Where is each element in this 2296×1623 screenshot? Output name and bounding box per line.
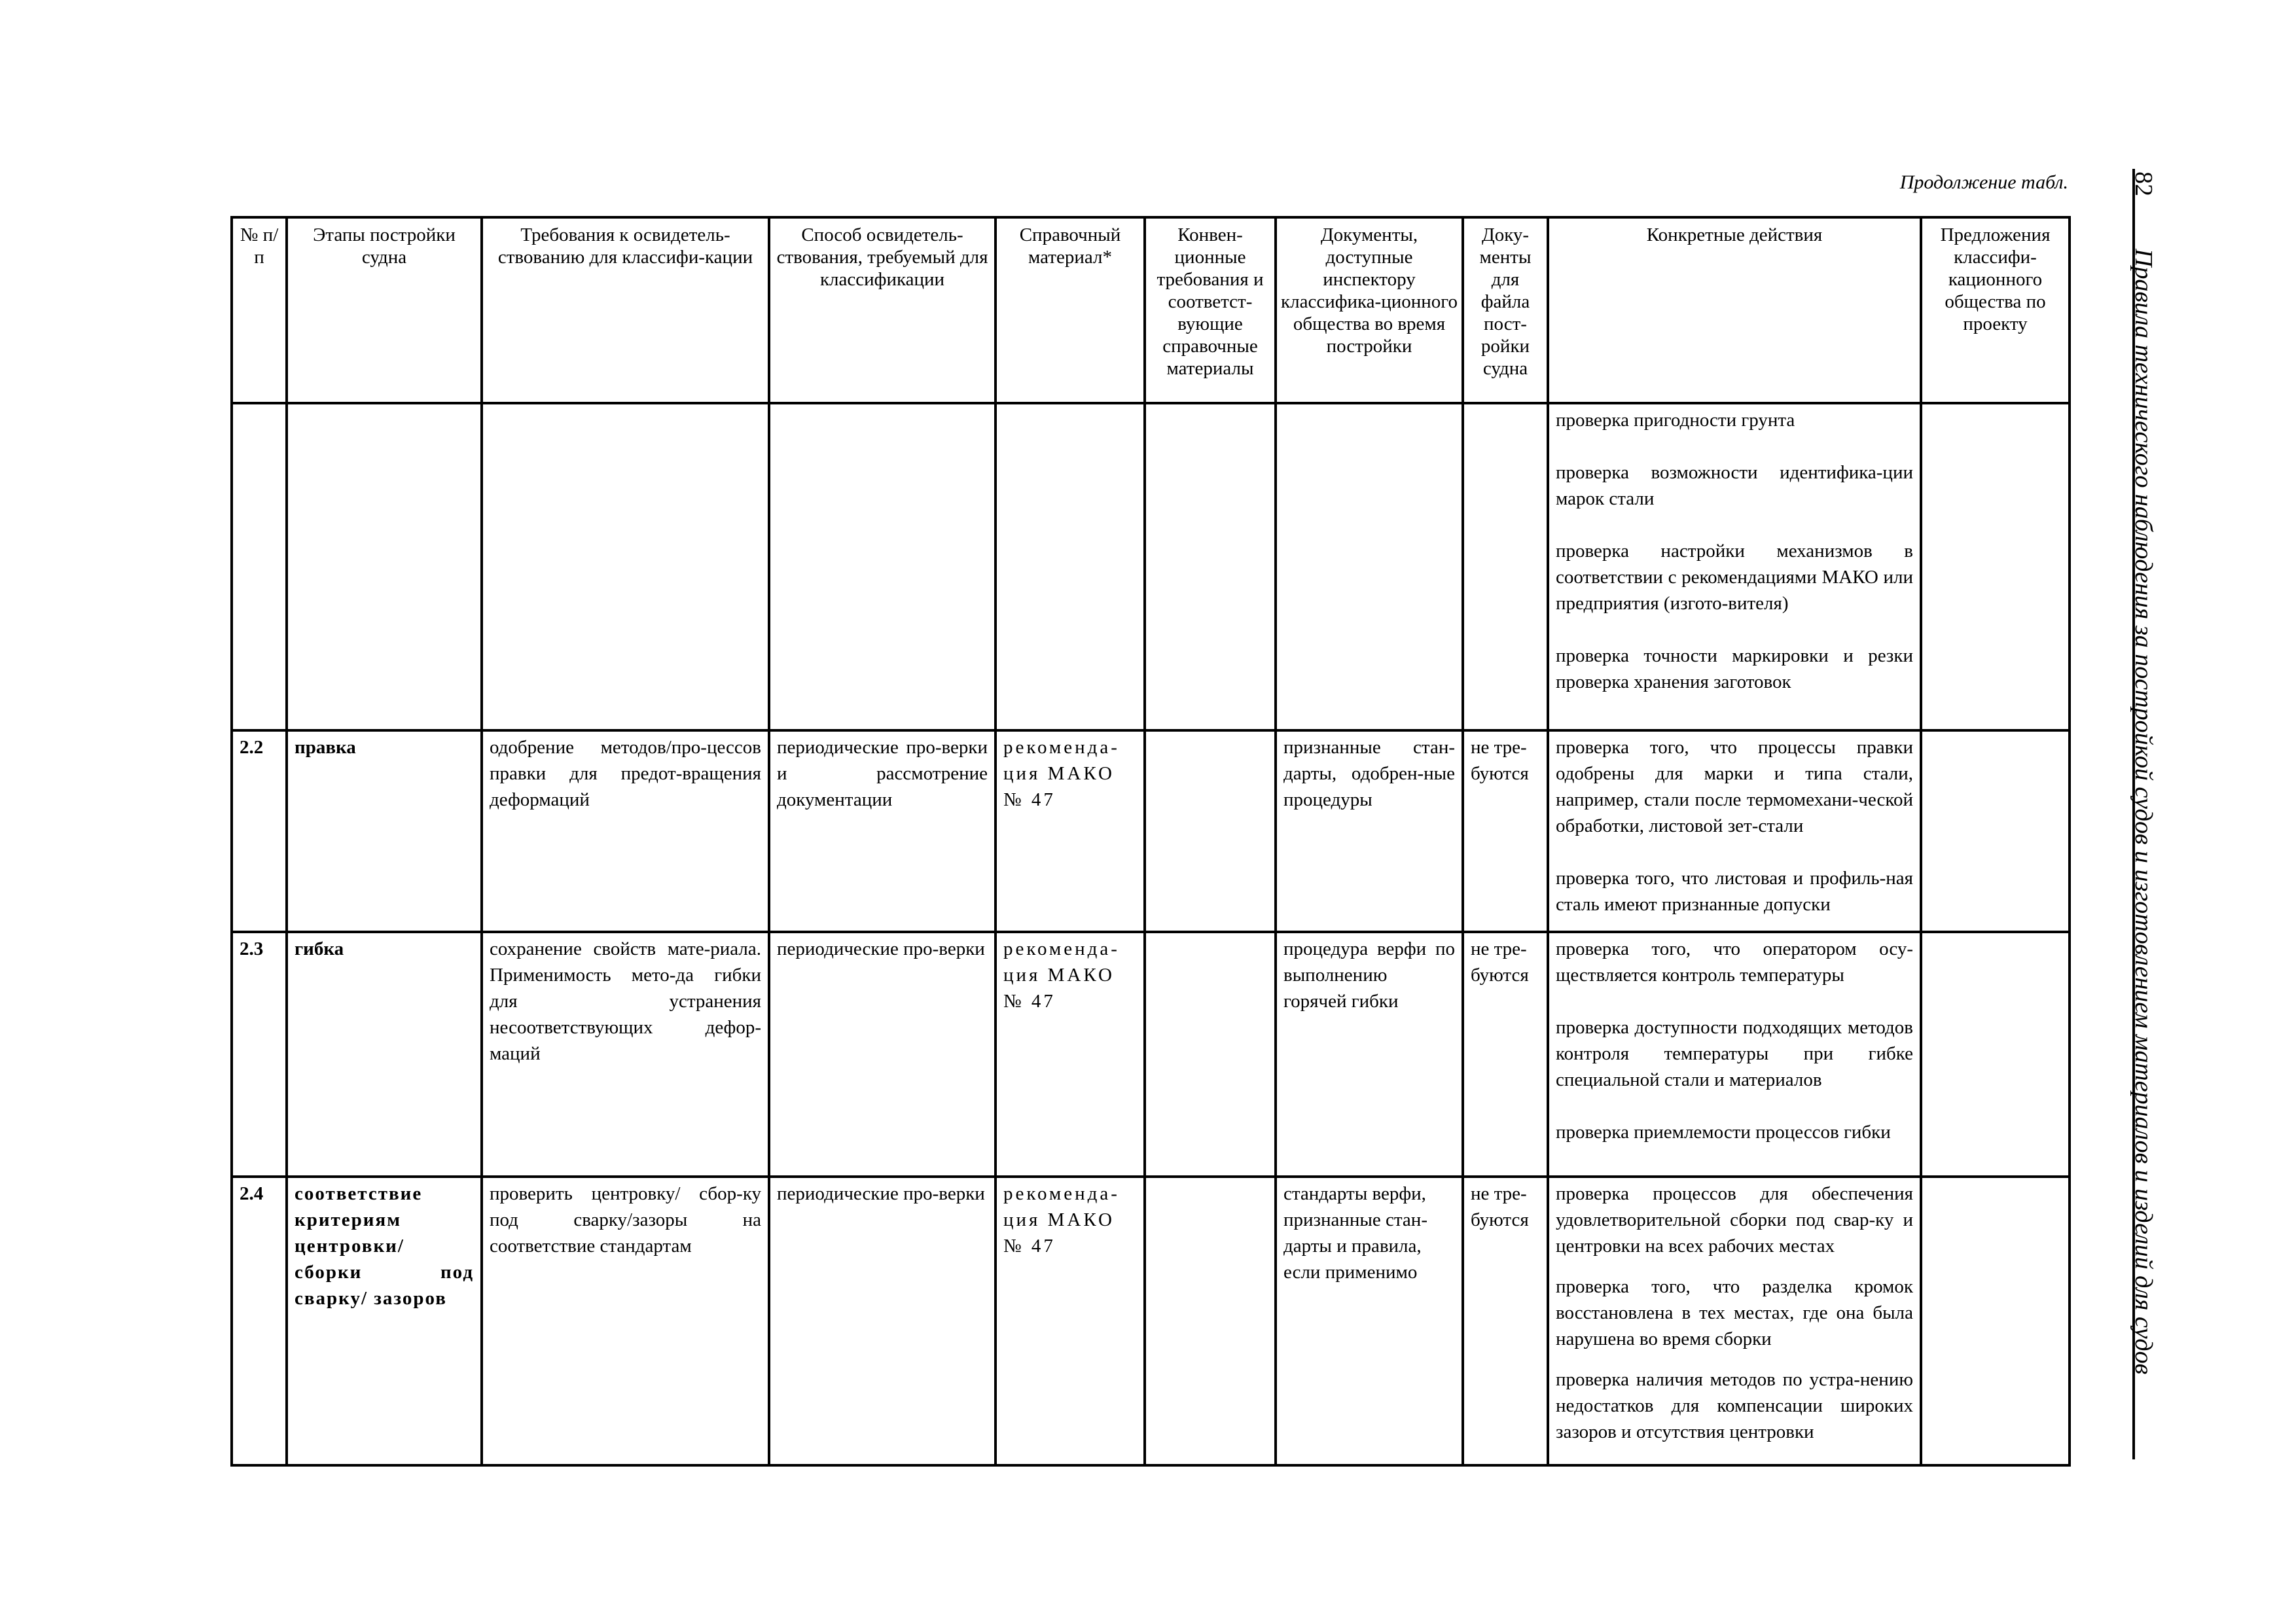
action-item: проверка пригодности грунта: [1556, 410, 1795, 431]
action-item: проверка точности маркировки и резки проверка хранения заготовок: [1556, 645, 1913, 692]
header-row: [232, 217, 2070, 403]
action-item: проверка того, что разделка кромок восстановлена в тех местах, где она была нарушена во время сборки: [1556, 1276, 1913, 1349]
cell-method: [769, 403, 996, 730]
cell-requirements: проверить центровку/ сбор-ку под сварку/зазоры на соответствие стандартам: [482, 1177, 769, 1465]
cell-documents: процедура верфи по выполнению горячей гибки: [1276, 932, 1463, 1177]
cell-actions: [1548, 932, 1921, 1177]
action-item: проверка того, что оператором осу-ществляется контроль температуры: [1556, 938, 1913, 986]
page-number: 82: [2130, 171, 2157, 196]
cell-documents: признанные стан-дарты, одобрен-ные процедуры: [1276, 730, 1463, 932]
cell-stage: [287, 403, 482, 730]
cell-convention: [1145, 932, 1276, 1177]
cell-actions: [1548, 1177, 1921, 1465]
cell-convention: [1145, 1177, 1276, 1465]
running-title: Правила технического наблюдения за постройкой судов и изготовлением материалов и изделий для судов: [2130, 249, 2157, 1375]
cell-actions: [1548, 403, 1921, 730]
col-header: Конкретные действия: [1548, 217, 1921, 403]
col-header: Предложения классифи-кационного общества по проекту: [1921, 217, 2070, 403]
col-header: Требования к освидетель-ствованию для классифи-кации: [482, 217, 769, 403]
table-row: [232, 730, 2070, 932]
col-header: Доку-менты для файла пост-ройки судна: [1463, 217, 1548, 403]
cell-num: 2.4: [232, 1177, 287, 1465]
cell-convention: [1145, 730, 1276, 932]
cell-stage: гибка: [287, 932, 482, 1177]
cell-convention: [1145, 403, 1276, 730]
table-row: [232, 932, 2070, 1177]
cell-proposals: [1921, 1177, 2070, 1465]
cell-num: 2.2: [232, 730, 287, 932]
action-item: проверка процессов для обеспечения удовлетворительной сборки под свар-ку и центровки на всех рабочих местах: [1556, 1183, 1913, 1257]
col-header: Документы, доступные инспектору классифика-ционного общества во время постройки: [1276, 217, 1463, 403]
cell-method: периодические про-верки: [769, 932, 996, 1177]
action-item: проверка того, что процессы правки одобрены для марки и типа стали, например, стали после термомехани-ческой обработки, листовой зет-стали: [1556, 737, 1913, 836]
cell-requirements: [482, 403, 769, 730]
cell-file-docs: не тре-буются: [1463, 932, 1548, 1177]
survey-table: [230, 216, 2071, 1467]
cell-requirements: сохранение свойств мате-риала. Применимость мето-да гибки для устранения несоответствующих дефор-маций: [482, 932, 769, 1177]
cell-method: периодические про-верки: [769, 1177, 996, 1465]
table-row: [232, 1177, 2070, 1465]
continuation-label: Продолжение табл.: [1899, 171, 2068, 193]
action-item: проверка настройки механизмов в соответствии с рекомендациями МАКО или предприятия (изгото-вителя): [1556, 541, 1913, 614]
cell-documents: [1276, 403, 1463, 730]
action-item: проверка того, что листовая и профиль-ная сталь имеют признанные допуски: [1556, 868, 1913, 915]
cell-stage: соответствие критериям центровки/ сборки под сварку/ зазоров: [287, 1177, 482, 1465]
cell-num: 2.3: [232, 932, 287, 1177]
cell-reference: рекоменда-ция МАКО № 47: [996, 730, 1145, 932]
cell-proposals: [1921, 932, 2070, 1177]
cell-stage: правка: [287, 730, 482, 932]
col-header: Способ освидетель-ствования, требуемый для классификации: [769, 217, 996, 403]
cell-documents: стандарты верфи, признанные стан-дарты и правила, если применимо: [1276, 1177, 1463, 1465]
table-row: [232, 403, 2070, 730]
col-header: Справочный материал*: [996, 217, 1145, 403]
cell-reference: рекоменда-ция МАКО № 47: [996, 1177, 1145, 1465]
cell-reference: [996, 403, 1145, 730]
cell-reference: рекоменда-ция МАКО № 47: [996, 932, 1145, 1177]
cell-proposals: [1921, 403, 2070, 730]
cell-file-docs: [1463, 403, 1548, 730]
col-header: Этапы постройки судна: [287, 217, 482, 403]
cell-actions: [1548, 730, 1921, 932]
action-item: проверка наличия методов по устра-нению недостатков для компенсации широких зазоров и отсутствия центровки: [1556, 1369, 1913, 1442]
col-header: Конвен-ционные требования и соответст-вующие справочные материалы: [1145, 217, 1276, 403]
action-item: проверка приемлемости процессов гибки: [1556, 1122, 1891, 1143]
col-header: № п/п: [232, 217, 287, 403]
cell-requirements: одобрение методов/про-цессов правки для предот-вращения деформаций: [482, 730, 769, 932]
cell-file-docs: не тре-буются: [1463, 1177, 1548, 1465]
action-item: проверка возможности идентифика-ции марок стали: [1556, 462, 1913, 509]
side-running-header: [2114, 171, 2173, 1454]
cell-proposals: [1921, 730, 2070, 932]
cell-method: периодические про-верки и рассмотрение документации: [769, 730, 996, 932]
cell-num: [232, 403, 287, 730]
action-item: проверка доступности подходящих методов контроля температуры при гибке специальной стали и материалов: [1556, 1017, 1913, 1090]
cell-file-docs: не тре-буются: [1463, 730, 1548, 932]
